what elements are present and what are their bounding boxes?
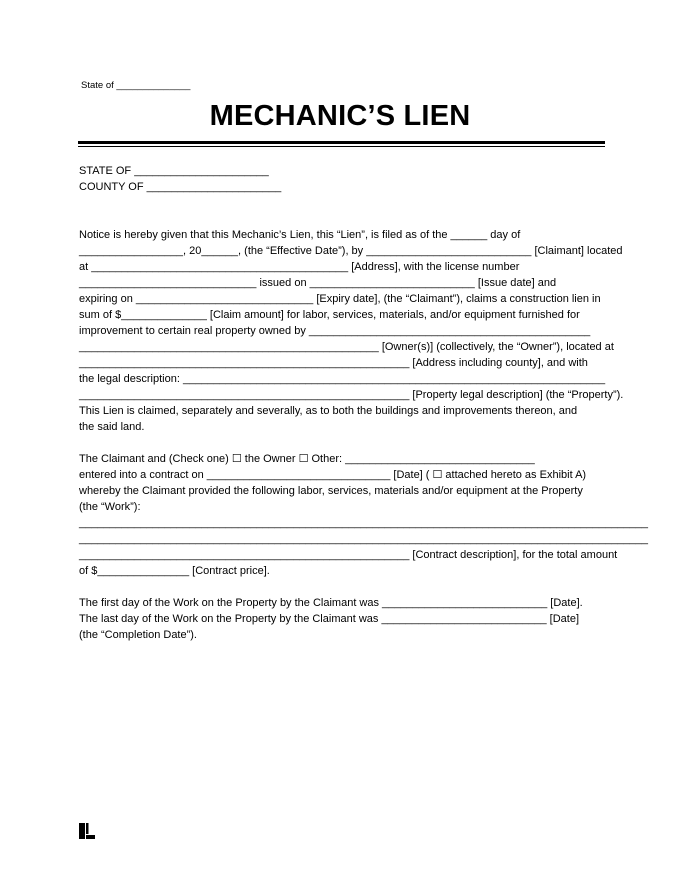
body-line: The first day of the Work on the Property by the Claimant was ___________________________ [Date]. — [79, 597, 583, 609]
body-line: the legal description: _____________________________________________________________________ — [79, 373, 606, 385]
document-title: MECHANIC’S LIEN — [209, 100, 471, 132]
body-line: _____________________________________________________________________________________________ — [79, 517, 648, 529]
title-rule-thick — [78, 141, 605, 144]
body-line: The Claimant and (Check one) ☐ the Owner ☐ Other: _______________________________ — [79, 453, 535, 465]
county-of-line: COUNTY OF ______________________ — [79, 181, 282, 193]
body-line: (the “Work”): — [79, 501, 141, 513]
body-line: ______________________________________________________ [Address including county], and with — [79, 357, 588, 369]
body-line: (the “Completion Date”). — [79, 629, 197, 641]
body-line: ______________________________________________________ [Property legal description] (the “Property”). — [79, 389, 624, 401]
body-line: _____________________________ issued on ___________________________ [Issue date] and — [79, 277, 557, 289]
body-line: _____________________________________________________________________________________________ — [79, 533, 648, 545]
title-rule-thin — [78, 146, 605, 147]
body-line: at __________________________________________ [Address], with the license number — [79, 261, 520, 273]
body-line: ______________________________________________________ [Contract description], for the total amount — [79, 549, 618, 561]
state-of-line: STATE OF ______________________ — [79, 165, 269, 177]
state-of-header: State of ______________ — [81, 80, 191, 91]
body-line: Notice is hereby given that this Mechanic’s Lien, this “Lien”, is filed as of the ______ day of — [79, 229, 521, 241]
body-line: of $_______________ [Contract price]. — [79, 565, 270, 577]
body-line: expiring on _____________________________ [Expiry date], (the “Claimant”), claims a construction lien in — [79, 293, 601, 305]
body-line: the said land. — [79, 421, 145, 433]
body-line: improvement to certain real property owned by ______________________________________________ — [79, 325, 591, 337]
body-line: The last day of the Work on the Property by the Claimant was ___________________________ [Date] — [79, 613, 580, 625]
lawdepot-logo-icon — [79, 823, 95, 839]
body-line: entered into a contract on ______________________________ [Date] ( ☐ attached hereto as Exhibit A) — [79, 469, 587, 481]
body-line: whereby the Claimant provided the following labor, services, materials and/or equipment at the Property — [79, 485, 583, 497]
body-line: _________________________________________________ [Owner(s)] (collectively, the “Owner”), located at — [79, 341, 614, 353]
body-line: This Lien is claimed, separately and severally, as to both the buildings and improvements thereon, and — [79, 405, 578, 417]
body-line: sum of $______________ [Claim amount] for labor, services, materials, and/or equipment furnished for — [79, 309, 580, 321]
body-line: _________________, 20______, (the “Effective Date”), by ___________________________ [Claimant] located — [79, 245, 623, 257]
